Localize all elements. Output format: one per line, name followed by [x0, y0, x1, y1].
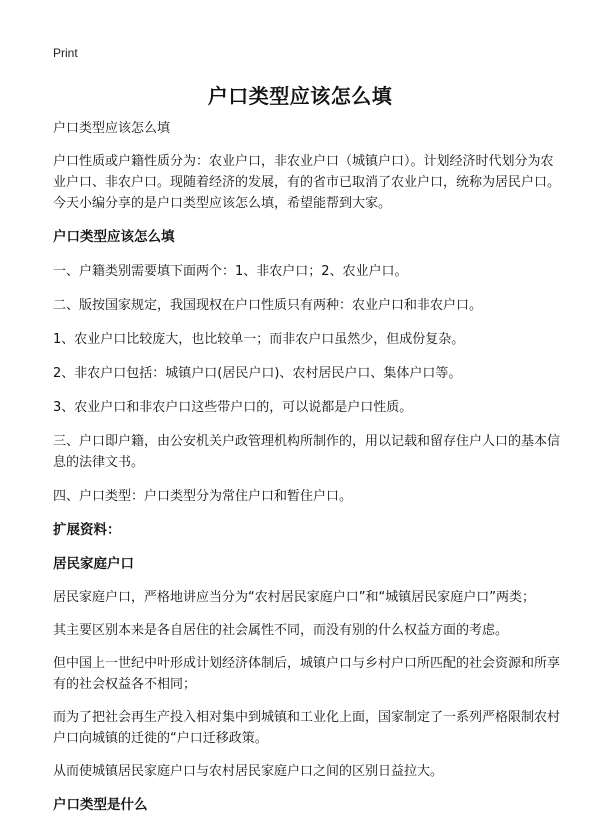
paragraph-11: 而为了把社会再生产投入相对集中到城镇和工业化上面，国家制定了一系列严格限制农村户口向城镇的迁徙的“户口迁移政策。	[53, 710, 561, 746]
paragraph-6: 三、户口即户籍，由公安机关户政管理机构所制作的，用以记载和留存住户人口的基本信息的法律文书。	[53, 434, 561, 470]
subheading-household: 居民家庭户口	[53, 556, 134, 572]
paragraph-8: 居民家庭户口，严格地讲应当分为“农村居民家庭户口”和“城镇居民家庭户口”两类；	[53, 590, 535, 605]
paragraph-10: 但中国上一世纪中叶形成计划经济体制后，城镇户口与乡村户口所匹配的社会资源和所享有的社会权益各不相同；	[53, 656, 561, 692]
paragraph-5: 3、农业户口和非农户口这些带户口的，可以说都是户口性质。	[53, 400, 413, 415]
print-label: Print	[53, 46, 78, 60]
document-body	[53, 118, 560, 816]
paragraph-12: 从而使城镇居民家庭户口与农村居民家庭户口之间的区别日益拉大。	[53, 764, 444, 779]
intro-paragraph: 户口性质或户籍性质分为：农业户口，非农业户口（城镇户口）。计划经济时代划分为农业户口、非农户口。现随着经济的发展，有的省市已取消了农业户口，统称为居民户口。今天小编分享的是户口类型应该怎么填，希望能帮到大家。	[53, 154, 561, 211]
paragraph-2: 二、版按国家规定，我国现权在户口性质只有两种：农业户口和非农户口。	[53, 298, 483, 313]
subheading-type: 户口类型是什么	[53, 797, 148, 813]
paragraph-4: 2、非农户口包括：城镇户口(居民户口)、农村居民户口、集体户口等。	[53, 366, 462, 381]
paragraph-7: 四、户口类型：户口类型分为常住户口和暂住户口。	[53, 489, 353, 504]
intro-heading: 户口类型应该怎么填	[53, 121, 171, 136]
paragraph-9: 其主要区别本来是各自居住的社会属性不同，而没有别的什么权益方面的考虑。	[53, 623, 509, 638]
paragraph-1: 一、户籍类别需要填下面两个：1、非农户口；2、农业户口。	[53, 264, 408, 279]
extended-heading: 扩展资料：	[53, 522, 121, 538]
paragraph-3: 1、农业户口比较庞大，也比较单一；而非农户口虽然少，但成份复杂。	[53, 332, 465, 347]
section-heading: 户口类型应该怎么填	[53, 229, 175, 245]
document-title: 户口类型应该怎么填	[207, 84, 393, 108]
